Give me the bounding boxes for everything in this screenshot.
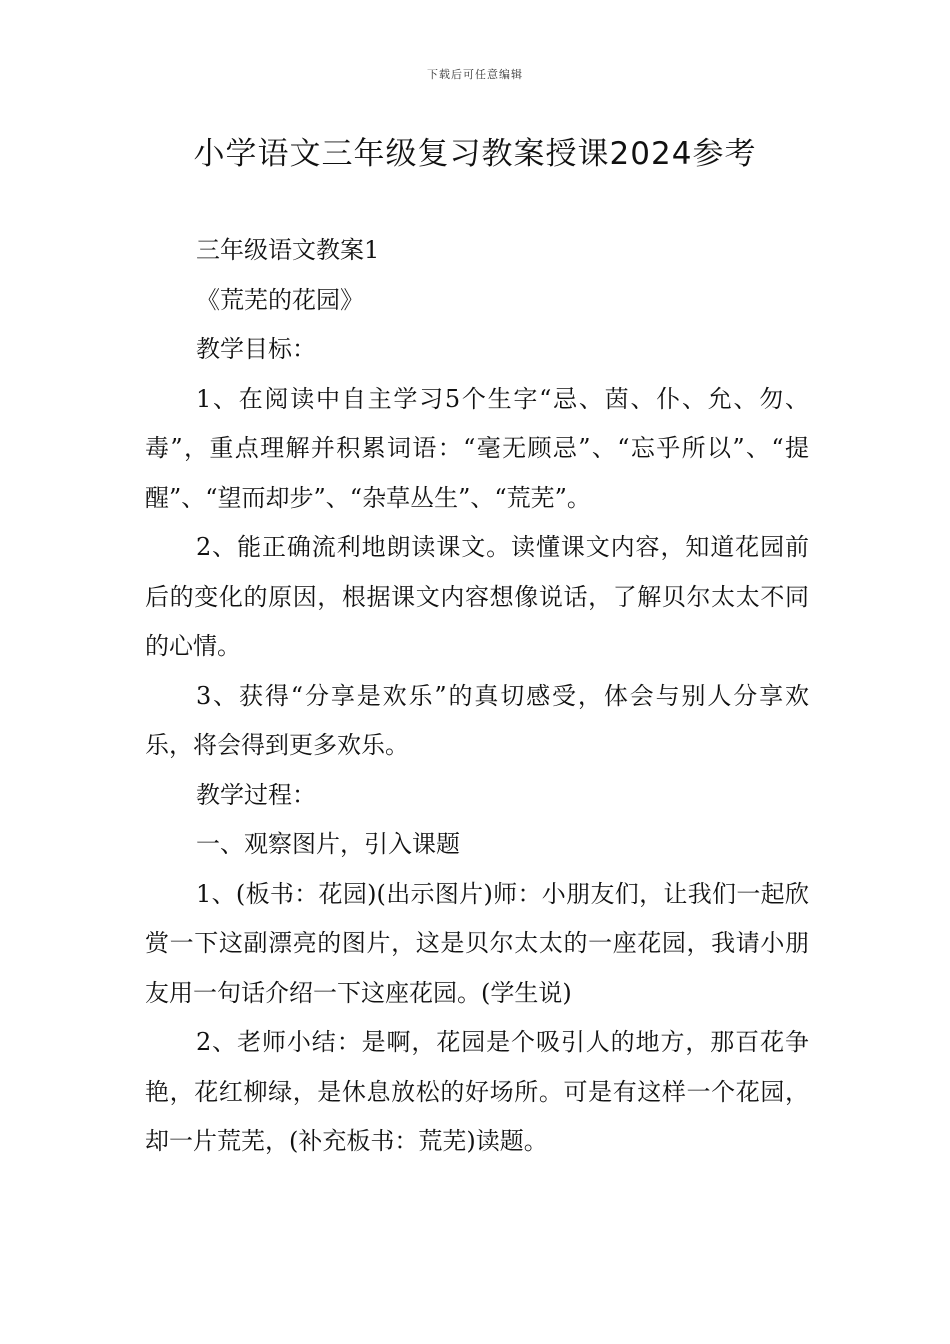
- paragraph-section-heading: 三年级语文教案1: [196, 236, 380, 264]
- paragraph-step-2: 2、老师小结：是啊，花园是个吸引人的地方，那百花争艳，花红柳绿，是休息放松的好场所。可是有这样一个花园，却一片荒芜，(补充板书：荒芜)读题。: [145, 1028, 809, 1155]
- document-title: 小学语文三年级复习教案授课2024参考: [193, 136, 757, 172]
- paragraph-step-1: 1、(板书：花园)(出示图片)师：小朋友们，让我们一起欣赏一下这副漂亮的图片，这是贝尔太太的一座花园，我请小朋友用一句话介绍一下这座花园。(学生说): [145, 879, 809, 1007]
- paragraph-objective-3: 3、获得“分享是欢乐”的真切感受，体会与别人分享欢乐，将会得到更多欢乐。: [145, 681, 809, 759]
- paragraph-step-heading: 一、观察图片，引入课题: [196, 830, 460, 858]
- paragraph-objectives-heading: 教学目标：: [196, 335, 316, 363]
- paragraph-process-heading: 教学过程：: [196, 780, 316, 809]
- page-header-note: 下载后可任意编辑: [427, 68, 523, 81]
- paragraph-lesson-title: 《荒芜的花园》: [196, 285, 364, 314]
- document-body: [145, 226, 809, 1167]
- paragraph-objective-1: 1、在阅读中自主学习5个生字“忌、茵、仆、允、勿、毒”，重点理解并积累词语：“毫无顾忌”、“忘乎所以”、“提醒”、“望而却步”、“杂草丛生”、“荒芜”。: [145, 384, 809, 512]
- paragraph-objective-2: 2、能正确流利地朗读课文。读懂课文内容，知道花园前后的变化的原因，根据课文内容想像说话，了解贝尔太太不同的心情。: [145, 533, 809, 660]
